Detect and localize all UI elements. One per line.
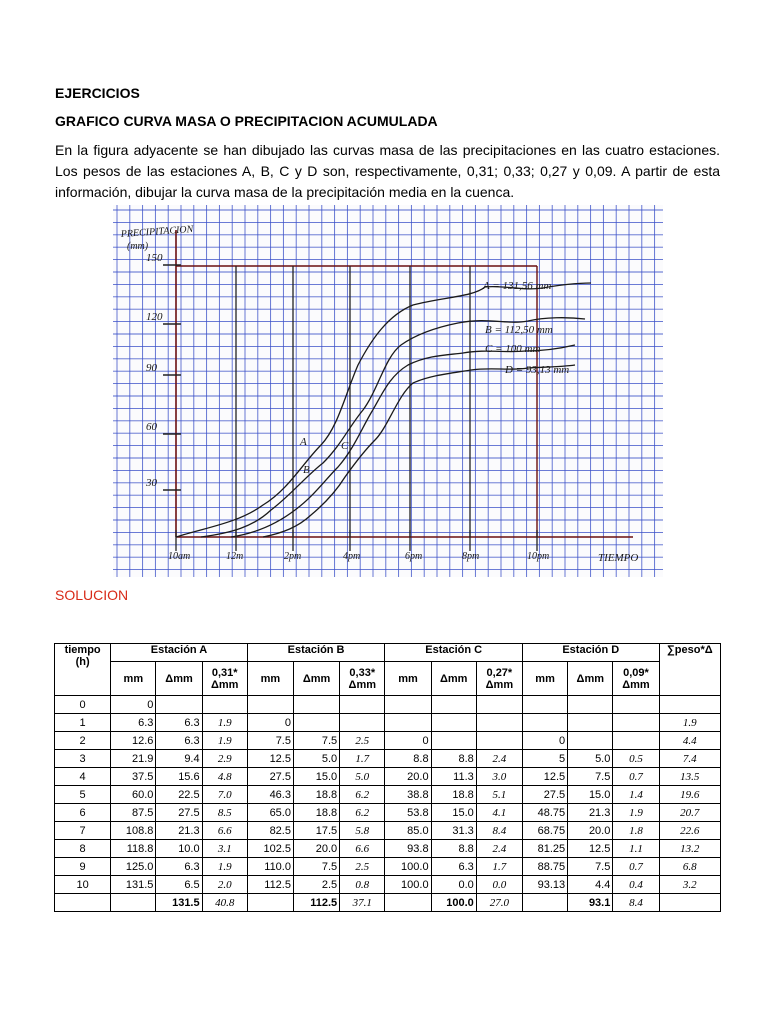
table-cell: 7.5 <box>293 858 339 876</box>
table-cell: 4.8 <box>202 768 247 786</box>
table-cell: 125.0 <box>111 858 156 876</box>
header-tiempo: tiempo (h) <box>55 644 111 696</box>
table-row <box>55 714 721 732</box>
subheader-mm: mm <box>522 662 567 696</box>
table-cell <box>568 714 613 732</box>
table-cell: 7.5 <box>293 732 339 750</box>
table-cell: 93.1 <box>568 894 613 912</box>
table-cell: 12.5 <box>568 840 613 858</box>
table-cell: 6.3 <box>156 858 202 876</box>
subheader-mm: mm <box>385 662 431 696</box>
x-tick-label: 12m <box>226 551 244 562</box>
table-cell: 20.0 <box>293 840 339 858</box>
table-cell: 7.4 <box>659 750 720 768</box>
table-cell: 10 <box>55 876 111 894</box>
header-weighted-sum: ∑peso*Δ <box>659 644 720 696</box>
x-tick-label: 2pm <box>284 551 302 562</box>
table-cell: 112.5 <box>293 894 339 912</box>
table-cell: 0.4 <box>613 876 659 894</box>
table-cell: 1 <box>55 714 111 732</box>
table-cell: 7.5 <box>247 732 293 750</box>
table-cell: 13.2 <box>659 840 720 858</box>
table-cell: 2.0 <box>202 876 247 894</box>
table-cell: 11.3 <box>431 768 476 786</box>
table-cell: 21.9 <box>111 750 156 768</box>
x-axis-label: TIEMPO <box>598 552 639 564</box>
table-cell: 4.4 <box>568 876 613 894</box>
subheader-delta: Δmm <box>293 662 339 696</box>
table-cell: 4.1 <box>476 804 522 822</box>
table-cell: 18.8 <box>293 786 339 804</box>
y-tick-label: 30 <box>146 477 157 489</box>
y-tick-label: 150 <box>146 252 163 264</box>
table-row <box>55 822 721 840</box>
table-cell: 5.0 <box>340 768 385 786</box>
table-cell: 7.0 <box>202 786 247 804</box>
curve-annotation: C = 100 mm <box>485 343 541 355</box>
table-cell: 5.0 <box>568 750 613 768</box>
table-cell: 0.7 <box>613 768 659 786</box>
table-subheader-row <box>55 662 721 696</box>
mass-curve-figure <box>113 205 663 577</box>
table-cell: 6.6 <box>340 840 385 858</box>
curve-letter: A <box>300 436 307 448</box>
table-row <box>55 786 721 804</box>
table-cell: 6.3 <box>156 714 202 732</box>
table-cell <box>111 894 156 912</box>
table-cell: 5.8 <box>340 822 385 840</box>
table-cell: 100.0 <box>431 894 476 912</box>
table-cell: 7 <box>55 822 111 840</box>
table-cell: 5 <box>522 750 567 768</box>
table-cell: 0.5 <box>613 750 659 768</box>
table-cell: 15.0 <box>293 768 339 786</box>
table-cell: 27.5 <box>156 804 202 822</box>
table-cell: 108.8 <box>111 822 156 840</box>
table-cell: 13.5 <box>659 768 720 786</box>
table-cell: 1.7 <box>340 750 385 768</box>
table-cell: 18.8 <box>293 804 339 822</box>
table-cell: 110.0 <box>247 858 293 876</box>
table-totals-row <box>55 894 721 912</box>
table-cell <box>385 696 431 714</box>
section-heading: GRAFICO CURVA MASA O PRECIPITACION ACUMULADA <box>55 113 438 129</box>
table-cell: 93.8 <box>385 840 431 858</box>
table-cell: 4.4 <box>659 732 720 750</box>
table-cell: 8.5 <box>202 804 247 822</box>
table-cell: 3.0 <box>476 768 522 786</box>
table-cell: 85.0 <box>385 822 431 840</box>
table-cell <box>476 696 522 714</box>
table-cell: 37.5 <box>111 768 156 786</box>
table-cell <box>613 732 659 750</box>
table-cell: 7.5 <box>568 768 613 786</box>
table-cell: 5.0 <box>293 750 339 768</box>
table-cell: 88.75 <box>522 858 567 876</box>
table-cell <box>431 732 476 750</box>
table-header-row <box>55 644 721 662</box>
subheader-mm: mm <box>247 662 293 696</box>
table-cell: 20.0 <box>568 822 613 840</box>
table-cell: 2.5 <box>293 876 339 894</box>
table-cell: 4 <box>55 768 111 786</box>
table-cell: 1.7 <box>476 858 522 876</box>
table-cell: 1.8 <box>613 822 659 840</box>
table-cell: 6.3 <box>431 858 476 876</box>
x-tick-label: 10am <box>168 551 191 562</box>
table-cell: 1.4 <box>613 786 659 804</box>
table-cell <box>55 894 111 912</box>
curve-letter: C <box>341 440 349 452</box>
x-tick-label: 10pm <box>527 551 550 562</box>
table-cell: 10.0 <box>156 840 202 858</box>
table-cell: 0 <box>385 732 431 750</box>
y-axis-unit: (mm) <box>127 241 149 252</box>
table-row <box>55 750 721 768</box>
table-cell: 2.5 <box>340 732 385 750</box>
table-cell: 8.8 <box>431 840 476 858</box>
subheader-weight-d: 0,09* Δmm <box>613 662 659 696</box>
table-cell <box>156 696 202 714</box>
table-cell: 20.0 <box>385 768 431 786</box>
subheader-mm: mm <box>111 662 156 696</box>
table-cell: 37.1 <box>340 894 385 912</box>
table-cell <box>340 714 385 732</box>
table-cell: 87.5 <box>111 804 156 822</box>
table-cell: 27.0 <box>476 894 522 912</box>
table-cell <box>431 714 476 732</box>
table-cell: 1.9 <box>202 714 247 732</box>
table-cell <box>522 894 567 912</box>
table-cell: 0 <box>247 714 293 732</box>
table-row <box>55 876 721 894</box>
header-station-b: Estación B <box>247 644 385 662</box>
header-station-a: Estación A <box>111 644 248 662</box>
table-cell: 20.7 <box>659 804 720 822</box>
subheader-weight-a: 0,31* Δmm <box>202 662 247 696</box>
table-cell: 22.6 <box>659 822 720 840</box>
subheader-weight-c: 0,27* Δmm <box>476 662 522 696</box>
table-cell <box>202 696 247 714</box>
y-tick-label: 60 <box>146 421 157 433</box>
x-tick-label: 4pm <box>343 551 361 562</box>
table-cell: 0.0 <box>431 876 476 894</box>
table-cell: 3 <box>55 750 111 768</box>
table-cell <box>568 696 613 714</box>
table-cell: 93.13 <box>522 876 567 894</box>
table-cell: 15.6 <box>156 768 202 786</box>
curve-annotation: D = 93,13 mm <box>505 364 570 376</box>
subheader-delta: Δmm <box>568 662 613 696</box>
table-cell: 1.9 <box>613 804 659 822</box>
table-cell <box>522 696 567 714</box>
table-cell: 1.9 <box>202 732 247 750</box>
page-title: EJERCICIOS <box>55 85 140 101</box>
table-cell: 6 <box>55 804 111 822</box>
table-cell: 53.8 <box>385 804 431 822</box>
table-cell: 9.4 <box>156 750 202 768</box>
table-cell: 8.4 <box>613 894 659 912</box>
table-cell: 0 <box>111 696 156 714</box>
table-cell: 12.5 <box>247 750 293 768</box>
table-row <box>55 768 721 786</box>
header-station-c: Estación C <box>385 644 523 662</box>
table-cell: 8.8 <box>431 750 476 768</box>
table-cell: 65.0 <box>247 804 293 822</box>
mass-curve-graph <box>113 205 663 577</box>
table-cell: 17.5 <box>293 822 339 840</box>
curve-letter: B <box>303 464 310 476</box>
table-cell: 21.3 <box>156 822 202 840</box>
table-cell: 0.0 <box>476 876 522 894</box>
table-cell: 40.8 <box>202 894 247 912</box>
table-cell: 60.0 <box>111 786 156 804</box>
table-cell <box>568 732 613 750</box>
table-cell: 81.25 <box>522 840 567 858</box>
table-cell: 15.0 <box>431 804 476 822</box>
table-cell: 112.5 <box>247 876 293 894</box>
table-cell: 8 <box>55 840 111 858</box>
table-row <box>55 732 721 750</box>
table-cell <box>247 894 293 912</box>
table-cell: 27.5 <box>522 786 567 804</box>
table-cell: 3.1 <box>202 840 247 858</box>
table-cell: 0.7 <box>613 858 659 876</box>
table-cell <box>659 696 720 714</box>
table-cell: 1.1 <box>613 840 659 858</box>
table-cell: 131.5 <box>111 876 156 894</box>
table-cell: 1.9 <box>659 714 720 732</box>
header-station-d: Estación D <box>522 644 659 662</box>
table-cell <box>476 714 522 732</box>
mass-curves <box>176 283 591 537</box>
table-cell: 21.3 <box>568 804 613 822</box>
table-cell: 2 <box>55 732 111 750</box>
table-cell: 6.3 <box>111 714 156 732</box>
table-cell: 8.8 <box>385 750 431 768</box>
table-cell: 0 <box>55 696 111 714</box>
table-cell: 46.3 <box>247 786 293 804</box>
y-tick-label: 120 <box>146 311 163 323</box>
table-cell: 3.2 <box>659 876 720 894</box>
graph-paper-grid <box>113 205 663 577</box>
table-cell: 27.5 <box>247 768 293 786</box>
exercise-statement: En la figura adyacente se han dibujado las curvas masa de las precipitaciones en las cuatro estaciones. Los pesos de las estaciones A, B, C y D son, respectivamente, 0,31; 0,33; 0,27 y 0,09. A partir de esta información, dibujar la curva masa de la precipitación media en la cuenca. <box>55 142 720 200</box>
table-cell: 31.3 <box>431 822 476 840</box>
table-cell: 19.6 <box>659 786 720 804</box>
table-cell: 118.8 <box>111 840 156 858</box>
table-cell <box>522 714 567 732</box>
table-cell: 5.1 <box>476 786 522 804</box>
mass-curve-line-d <box>263 365 575 537</box>
x-tick-label: 8pm <box>462 551 480 562</box>
table-cell <box>431 696 476 714</box>
table-cell: 100.0 <box>385 876 431 894</box>
table-cell: 68.75 <box>522 822 567 840</box>
table-cell: 6.3 <box>156 732 202 750</box>
table-cell: 8.4 <box>476 822 522 840</box>
table-cell: 7.5 <box>568 858 613 876</box>
curve-annotation: B = 112,50 mm <box>485 324 553 336</box>
table-cell: 48.75 <box>522 804 567 822</box>
table-cell: 100.0 <box>385 858 431 876</box>
table-cell: 6.8 <box>659 858 720 876</box>
curve-annotation: A = 131,56 mm <box>483 280 552 292</box>
table-cell <box>293 714 339 732</box>
table-cell: 82.5 <box>247 822 293 840</box>
table-cell: 22.5 <box>156 786 202 804</box>
table-cell: 38.8 <box>385 786 431 804</box>
y-tick-label: 90 <box>146 362 157 374</box>
table-cell: 131.5 <box>156 894 202 912</box>
table-cell <box>476 732 522 750</box>
table-cell: 12.5 <box>522 768 567 786</box>
table-cell: 2.4 <box>476 750 522 768</box>
subheader-weight-b: 0,33* Δmm <box>340 662 385 696</box>
subheader-delta: Δmm <box>156 662 202 696</box>
table-cell: 5 <box>55 786 111 804</box>
table-cell: 2.5 <box>340 858 385 876</box>
table-cell <box>613 714 659 732</box>
table-row <box>55 840 721 858</box>
table-cell: 12.6 <box>111 732 156 750</box>
table-cell <box>340 696 385 714</box>
table-cell: 102.5 <box>247 840 293 858</box>
x-tick-label: 6pm <box>405 551 423 562</box>
table-cell <box>247 696 293 714</box>
table-cell: 0 <box>522 732 567 750</box>
table-row <box>55 858 721 876</box>
table-cell <box>385 714 431 732</box>
subheader-delta: Δmm <box>431 662 476 696</box>
solution-label: SOLUCION <box>55 587 129 603</box>
table-cell <box>659 894 720 912</box>
y-axis-label: PRECIPITACION <box>120 223 194 240</box>
table-cell: 18.8 <box>431 786 476 804</box>
table-cell: 15.0 <box>568 786 613 804</box>
table-cell <box>613 696 659 714</box>
table-cell <box>293 696 339 714</box>
table-cell: 6.5 <box>156 876 202 894</box>
table-row <box>55 804 721 822</box>
table-cell <box>385 894 431 912</box>
table-cell: 2.9 <box>202 750 247 768</box>
table-cell: 6.2 <box>340 786 385 804</box>
solution-table <box>54 643 721 912</box>
table-cell: 1.9 <box>202 858 247 876</box>
table-row <box>55 696 721 714</box>
curve-annotations <box>482 280 569 376</box>
table-cell: 2.4 <box>476 840 522 858</box>
table-cell: 6.2 <box>340 804 385 822</box>
table-cell: 9 <box>55 858 111 876</box>
table-cell: 6.6 <box>202 822 247 840</box>
table-cell: 0.8 <box>340 876 385 894</box>
